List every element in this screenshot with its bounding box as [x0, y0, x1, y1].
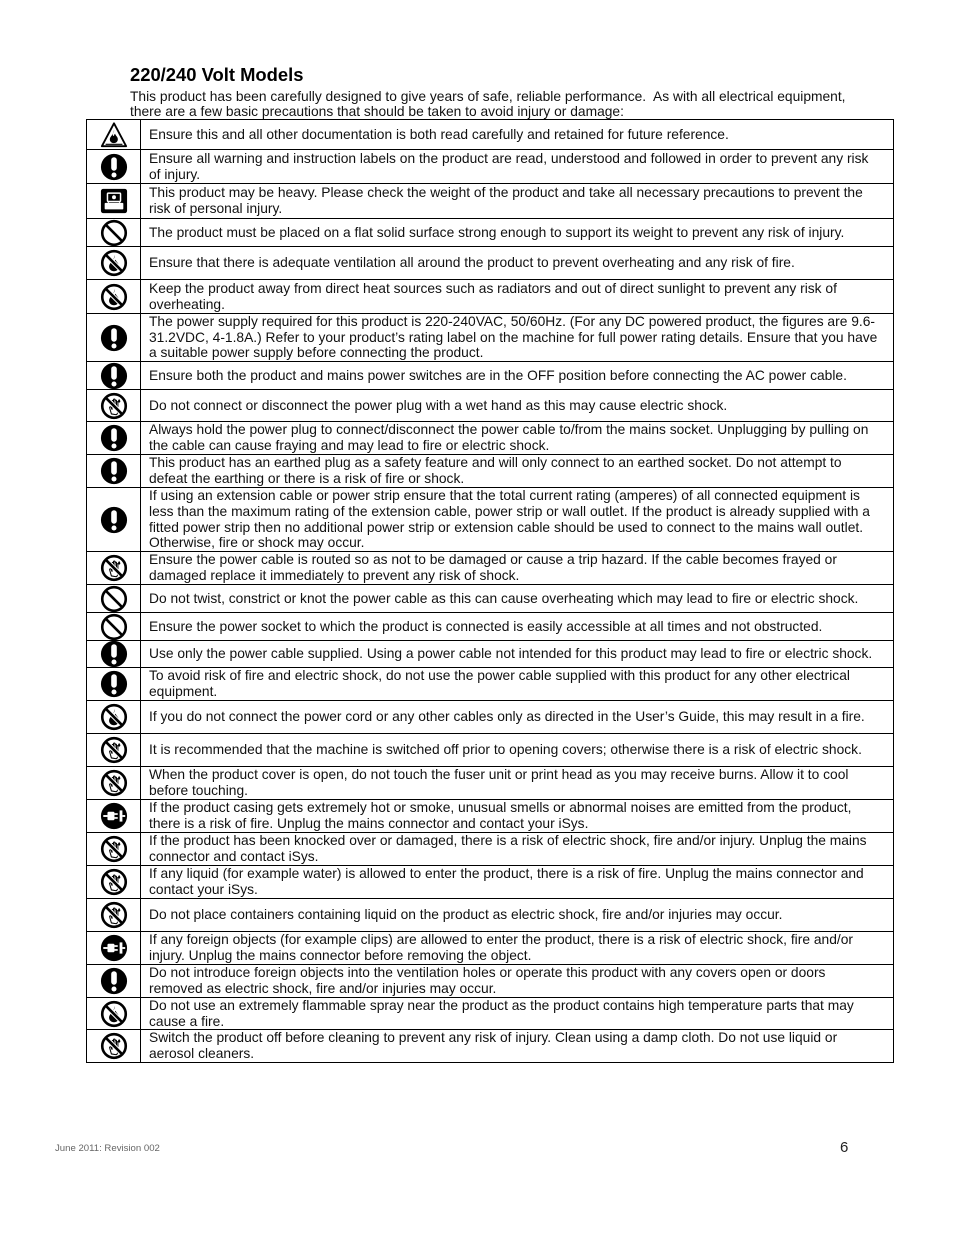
icon-cell — [87, 184, 141, 218]
safety-row — [87, 552, 893, 585]
icon-cell — [87, 455, 141, 487]
safety-instruction-line: equipment. — [149, 684, 218, 699]
safety-row — [87, 668, 893, 701]
icon-cell — [87, 150, 141, 183]
safety-instruction-line: Do not place containers containing liquid on the product as electric shock, fire and/or injuries may occur. — [149, 907, 783, 923]
safety-instruction-line: the cable can cause fraying and may lead to fire or electric shock. — [149, 438, 550, 453]
no-open-flame-icon — [100, 249, 128, 277]
mandatory-action-icon — [100, 424, 128, 452]
no-touch-icon — [100, 835, 128, 863]
safety-instruction-line: If the product has been knocked over or damaged, there is a risk of electric shock, fire and/or injury. Unplug the mains — [149, 833, 867, 849]
safety-instruction — [141, 641, 893, 667]
icon-cell — [87, 767, 141, 799]
icon-cell — [87, 552, 141, 584]
safety-row — [87, 219, 893, 247]
mandatory-action-icon — [100, 324, 128, 352]
safety-row — [87, 362, 893, 390]
no-open-flame-icon — [100, 703, 128, 731]
safety-row — [87, 247, 893, 280]
safety-row — [87, 488, 893, 552]
safety-row — [87, 184, 893, 219]
intro-line: This product has been carefully designed to give years of safe, reliable performance. As with all electrical equipment, — [130, 88, 846, 104]
safety-row — [87, 998, 893, 1030]
safety-row — [87, 833, 893, 866]
safety-instruction — [141, 932, 893, 964]
no-touch-icon — [100, 868, 128, 896]
safety-instruction-line: risk of personal injury. — [149, 201, 283, 216]
safety-instruction-line: injury. Unplug the mains connector before removing the object. — [149, 948, 532, 963]
no-touch-icon — [100, 554, 128, 582]
no-open-flame-icon — [100, 283, 128, 311]
safety-instruction-line: 31.2VDC, 4-1.8A.) Refer to your product’s rating label on the machine for full power rating details. Ensure that you have — [149, 329, 878, 345]
safety-instruction-line: contact your iSys. — [149, 882, 258, 897]
safety-instruction — [141, 965, 893, 997]
safety-instruction — [141, 219, 893, 246]
safety-row — [87, 1030, 893, 1063]
safety-instruction — [141, 701, 893, 733]
safety-instruction-line: Ensure all warning and instruction labels on the product are read, understood and followed in order to prevent any risk — [149, 150, 869, 166]
footer-revision: June 2011: Revision 002 — [55, 1143, 160, 1154]
safety-row — [87, 613, 893, 641]
intro-paragraph — [130, 89, 846, 120]
safety-instruction-line: It is recommended that the machine is switched off prior to opening covers; otherwise there is a risk of electric shock. — [149, 742, 862, 758]
safety-instruction — [141, 120, 893, 149]
heavy-object-icon — [100, 187, 128, 215]
icon-cell — [87, 314, 141, 361]
no-touch-icon — [100, 901, 128, 929]
intro-line: there are a few basic precautions that should be taken to avoid injury or damage: — [130, 104, 624, 119]
icon-cell — [87, 866, 141, 898]
safety-instruction-line: there is a risk of fire. Unplug the mains connector and contact your iSys. — [149, 816, 589, 831]
safety-instruction-line: connector and contact iSys. — [149, 849, 319, 864]
safety-instruction — [141, 455, 893, 487]
safety-row — [87, 701, 893, 734]
safety-instruction — [141, 362, 893, 389]
icon-cell — [87, 247, 141, 279]
page-number: 6 — [840, 1139, 849, 1156]
safety-row — [87, 899, 893, 932]
safety-instruction — [141, 184, 893, 218]
safety-instruction — [141, 585, 893, 612]
mandatory-action-icon — [100, 967, 128, 995]
safety-instruction-line: When the product cover is open, do not touch the fuser unit or print head as you may receive burns. Allow it to cool — [149, 767, 849, 783]
safety-instruction-line: To avoid risk of fire and electric shock, do not use the power cable supplied with this product for any other electrical — [149, 668, 850, 684]
icon-cell — [87, 701, 141, 733]
safety-row — [87, 800, 893, 833]
icon-cell — [87, 668, 141, 700]
safety-instruction-line: Keep the product away from direct heat sources such as radiators and out of direct sunlight to prevent any risk of — [149, 280, 837, 296]
safety-instruction-line: a suitable power supply before connecting the product. — [149, 345, 484, 361]
safety-instruction-line: If any liquid (for example water) is allowed to enter the product, there is a risk of fire. Unplug the mains connector and — [149, 866, 864, 882]
safety-row — [87, 422, 893, 455]
safety-instruction — [141, 613, 893, 640]
icon-cell — [87, 422, 141, 454]
safety-instruction-line: Always hold the power plug to connect/disconnect the power cable to/from the mains socket. Unplugging by pulling on — [149, 422, 869, 438]
safety-instruction-line: Use only the power cable supplied. Using a power cable not intended for this product may lead to fire or electric shock. — [149, 646, 873, 662]
safety-instruction-line: aerosol cleaners. — [149, 1046, 255, 1061]
safety-instruction-line: If the product casing gets extremely hot or smoke, unusual smells or abnormal noises are emitted from the product, — [149, 800, 852, 816]
safety-instruction-line: Do not introduce foreign objects into the ventilation holes or operate this product with any covers open or doors — [149, 965, 826, 981]
safety-precautions-table — [86, 119, 894, 1063]
safety-row — [87, 280, 893, 314]
safety-instruction-line: Ensure both the product and mains power switches are in the OFF position before connecting the AC power cable. — [149, 367, 847, 383]
safety-instruction-line: less than the maximum rating of the extension cable, power strip or wall outlet. If the product is already supplied with a — [149, 503, 870, 519]
section-heading: 220/240 Volt Models — [130, 64, 304, 85]
safety-instruction — [141, 767, 893, 799]
icon-cell — [87, 362, 141, 389]
safety-instruction — [141, 833, 893, 865]
safety-instruction-line: Ensure the power socket to which the product is connected is easily accessible at all times and not obstructed. — [149, 618, 823, 634]
safety-instruction — [141, 552, 893, 584]
no-open-flame-icon — [100, 1000, 128, 1028]
safety-row — [87, 314, 893, 362]
icon-cell — [87, 585, 141, 612]
mandatory-action-icon — [100, 640, 128, 668]
safety-instruction-line: fitted power strip then no additional power strip or extension cable should be used to connect to the mains wall outlet. — [149, 519, 864, 535]
safety-instruction-line: If any foreign objects (for example clips) are allowed to enter the product, there is a risk of electric shock, fire and/or — [149, 932, 853, 948]
safety-instruction — [141, 488, 893, 551]
safety-instruction — [141, 247, 893, 279]
safety-instruction — [141, 668, 893, 700]
icon-cell — [87, 1030, 141, 1062]
safety-row — [87, 866, 893, 899]
safety-instruction-line: Do not twist, constrict or knot the power cable as this can cause overheating which may lead to fire or electric shock. — [149, 590, 859, 606]
unplug-icon — [100, 934, 128, 962]
safety-instruction — [141, 866, 893, 898]
safety-row — [87, 767, 893, 800]
safety-instruction-line: Do not connect or disconnect the power plug with a wet hand as this may cause electric shock. — [149, 397, 728, 413]
safety-instruction — [141, 1030, 893, 1062]
safety-instruction-line: defeat the earthing or there is a risk of fire or shock. — [149, 471, 465, 486]
fire-hazard-warning-icon — [100, 121, 128, 149]
mandatory-action-icon — [100, 506, 128, 534]
icon-cell — [87, 488, 141, 551]
safety-instruction-line: The power supply required for this product is 220-240VAC, 50/60Hz. (For any DC powered product, the figures are 9.6- — [149, 314, 875, 329]
safety-instruction-line: Ensure this and all other documentation is both read carefully and retained for future reference. — [149, 126, 729, 142]
icon-cell — [87, 734, 141, 766]
icon-cell — [87, 998, 141, 1029]
mandatory-action-icon — [100, 153, 128, 181]
safety-instruction-line: before touching. — [149, 783, 248, 798]
icon-cell — [87, 390, 141, 421]
prohibition-icon — [100, 219, 128, 247]
mandatory-action-icon — [100, 362, 128, 390]
safety-instruction-line: Ensure that there is adequate ventilation all around the product to prevent overheating and any risk of fire. — [149, 255, 795, 271]
icon-cell — [87, 899, 141, 931]
safety-instruction — [141, 280, 893, 313]
safety-instruction-line: Ensure the power cable is routed so as not to be damaged or cause a trip hazard. If the cable becomes frayed or — [149, 552, 837, 568]
safety-instruction — [141, 998, 893, 1029]
safety-row — [87, 455, 893, 488]
mandatory-action-icon — [100, 670, 128, 698]
safety-instruction-line: Switch the product off before cleaning to prevent any risk of injury. Clean using a damp cloth. Do not use liquid or — [149, 1030, 838, 1046]
safety-instruction — [141, 314, 893, 361]
icon-cell — [87, 219, 141, 246]
safety-instruction-line: This product may be heavy. Please check the weight of the product and take all necessary precautions to prevent the — [149, 185, 863, 201]
no-touch-icon — [100, 1032, 128, 1060]
unplug-icon — [100, 802, 128, 830]
mandatory-action-icon — [100, 457, 128, 485]
safety-instruction-line: If you do not connect the power cord or any other cables only as directed in the User’s Guide, this may result in a fire. — [149, 709, 865, 725]
icon-cell — [87, 965, 141, 997]
safety-instruction — [141, 734, 893, 766]
safety-row — [87, 641, 893, 668]
safety-row — [87, 734, 893, 767]
safety-instruction-line: of injury. — [149, 166, 201, 182]
safety-row — [87, 965, 893, 998]
safety-instruction — [141, 800, 893, 832]
safety-instruction-line: damaged replace it immediately to prevent any risk of shock. — [149, 568, 520, 583]
safety-row — [87, 120, 893, 150]
safety-instruction — [141, 150, 893, 183]
safety-row — [87, 150, 893, 184]
safety-instruction — [141, 899, 893, 931]
icon-cell — [87, 932, 141, 964]
no-touch-icon — [100, 769, 128, 797]
safety-instruction-line: Do not use an extremely flammable spray near the product as the product contains high temperature parts that may — [149, 998, 854, 1013]
no-touch-icon — [100, 736, 128, 764]
safety-instruction-line: The product must be placed on a flat solid surface strong enough to support its weight to prevent any risk of injury. — [149, 224, 845, 240]
icon-cell — [87, 613, 141, 640]
safety-instruction-line: removed as electric shock, fire and/or injuries may occur. — [149, 981, 497, 996]
safety-row — [87, 585, 893, 613]
safety-row — [87, 390, 893, 422]
safety-instruction-line: Otherwise, fire or shock may occur. — [149, 535, 365, 551]
safety-instruction-line: If using an extension cable or power strip ensure that the total current rating (amperes) of all connected equipment is — [149, 488, 860, 503]
prohibition-icon — [100, 585, 128, 613]
prohibition-icon — [100, 613, 128, 641]
safety-instruction-line: overheating. — [149, 296, 225, 312]
icon-cell — [87, 833, 141, 865]
safety-instruction-line: cause a fire. — [149, 1013, 225, 1029]
icon-cell — [87, 120, 141, 149]
no-touch-icon — [100, 392, 128, 420]
safety-instruction — [141, 390, 893, 421]
icon-cell — [87, 280, 141, 313]
icon-cell — [87, 641, 141, 667]
icon-cell — [87, 800, 141, 832]
safety-instruction-line: This product has an earthed plug as a safety feature and will only connect to an earthed socket. Do not attempt to — [149, 455, 842, 471]
safety-instruction — [141, 422, 893, 454]
safety-row — [87, 932, 893, 965]
